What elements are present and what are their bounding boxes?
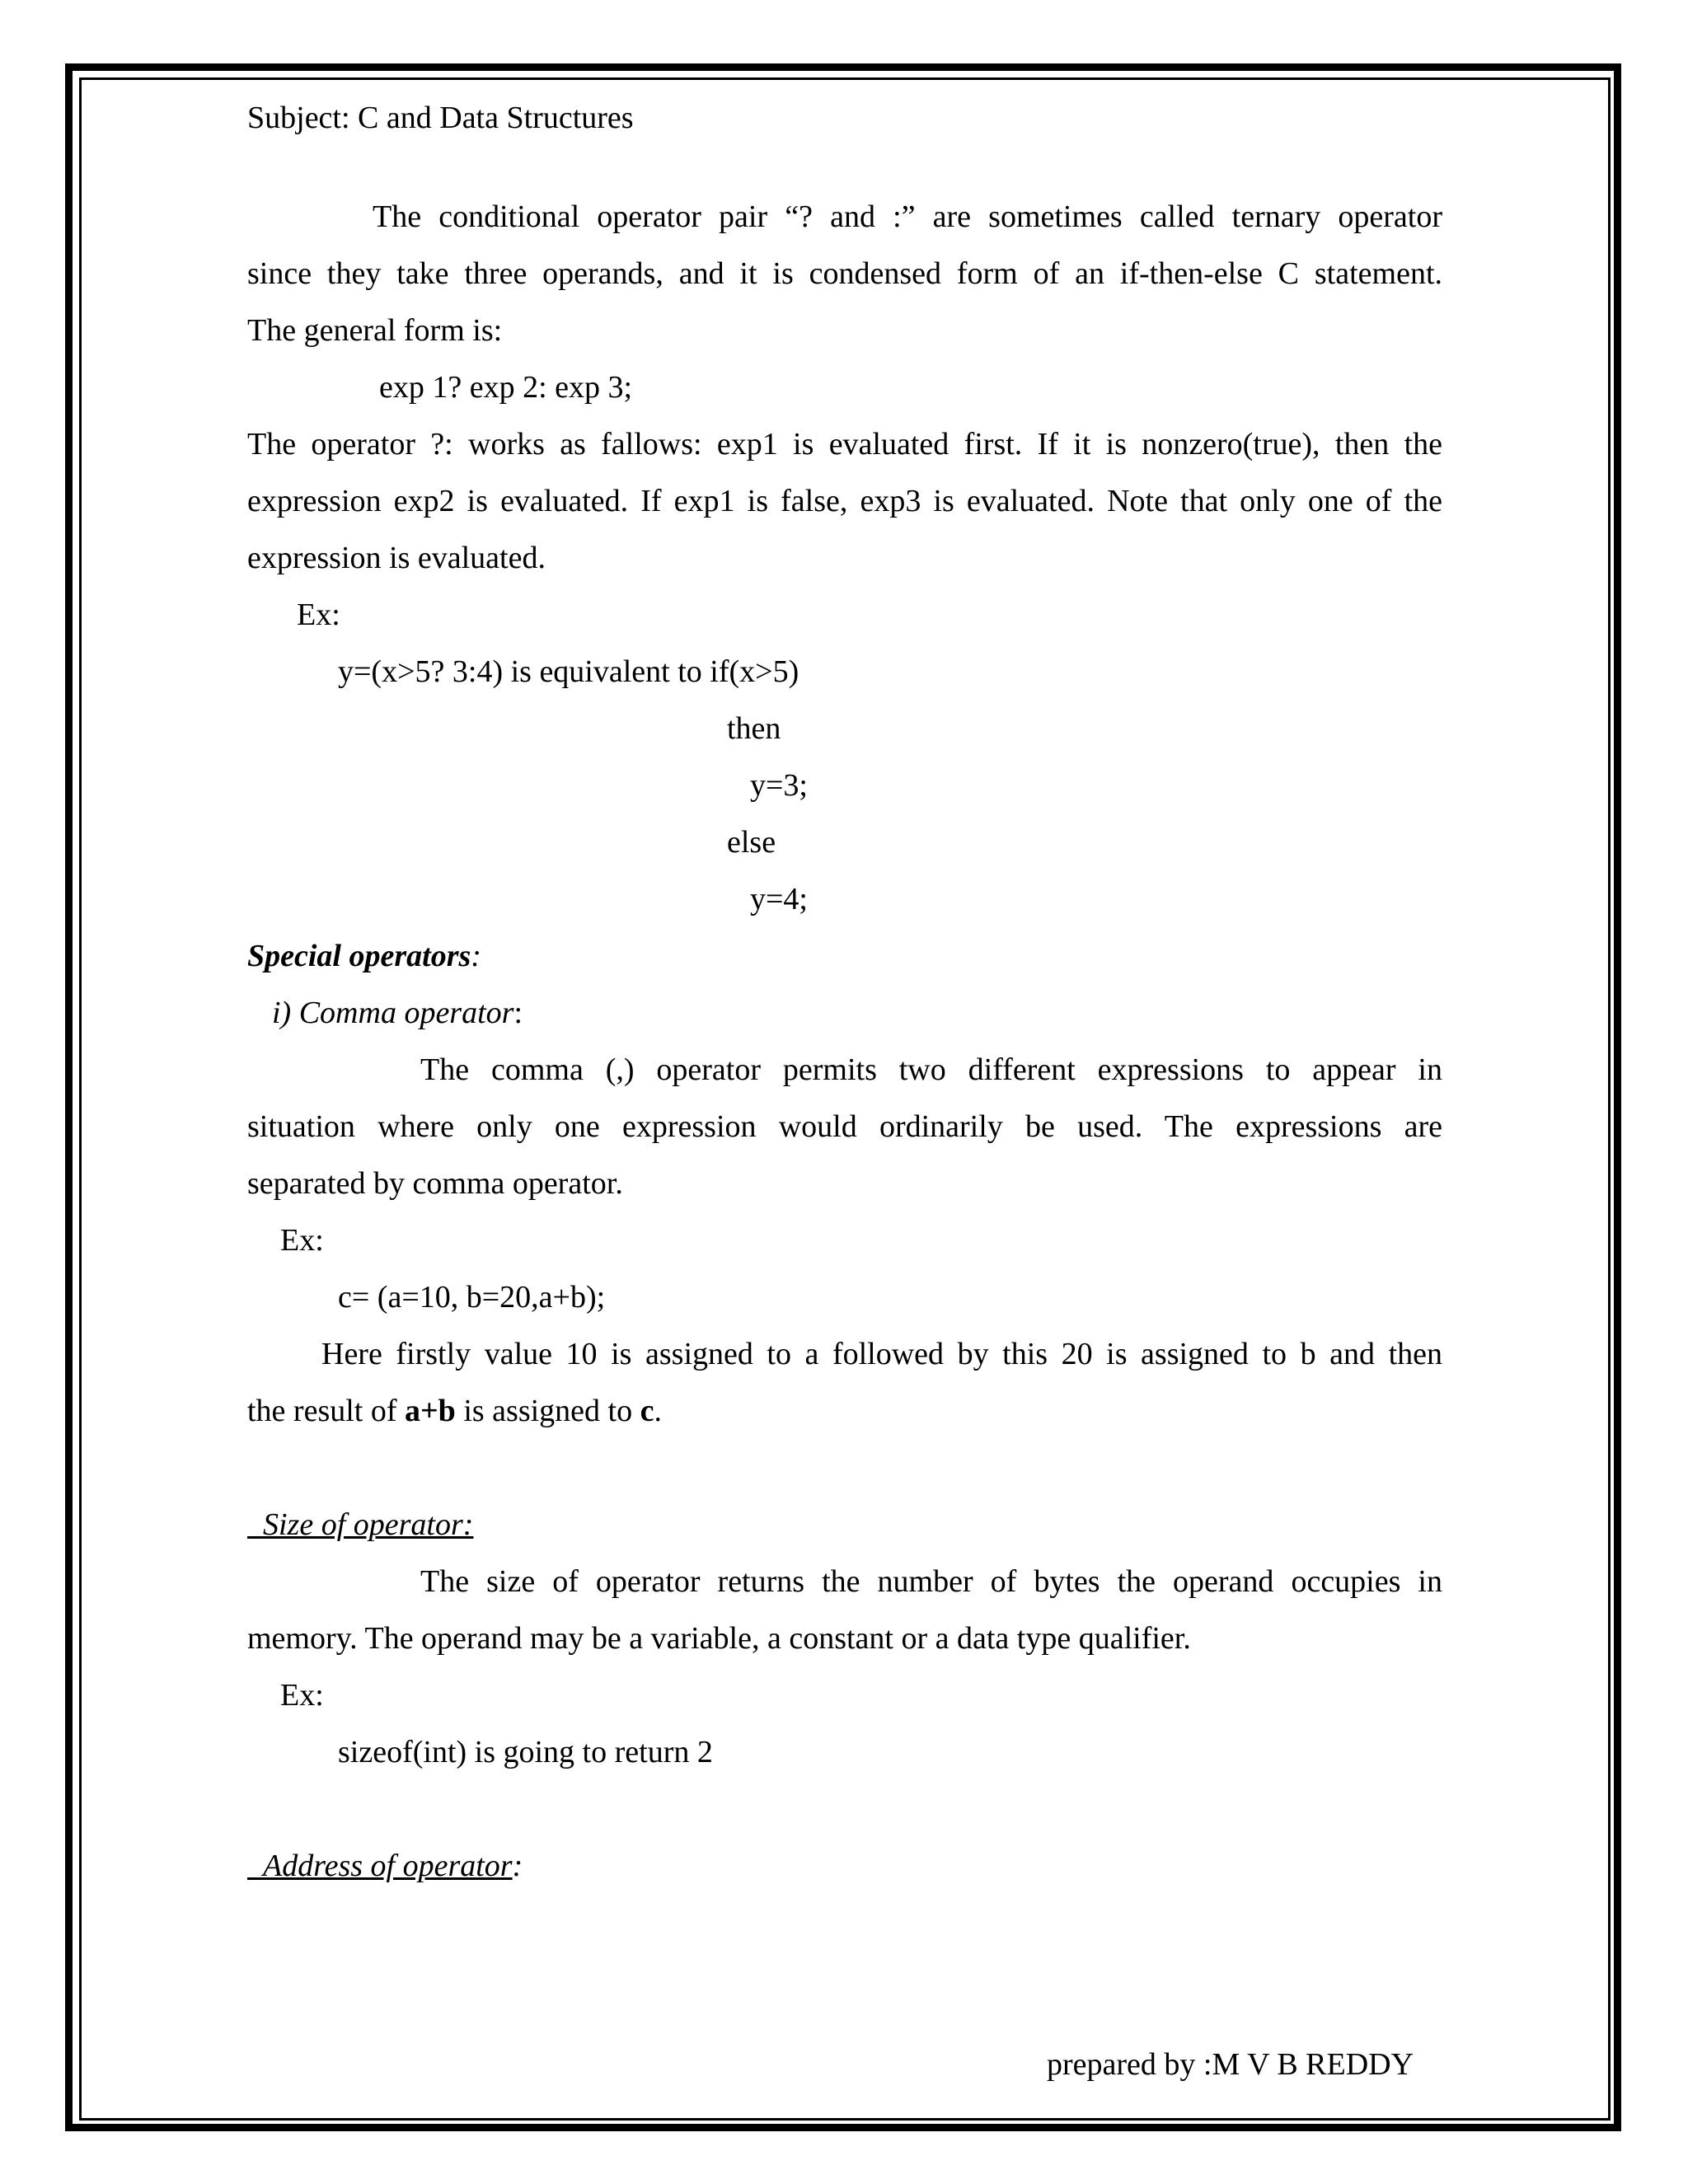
- conditional-ex-label: Ex:: [297, 598, 340, 632]
- subject-header: Subject: C and Data Structures: [247, 101, 634, 135]
- example-y4: y=4;: [750, 882, 808, 916]
- sizeof-heading-text: Size of operator:: [263, 1507, 474, 1542]
- sizeof-heading: [247, 1506, 473, 1544]
- here-line-2-period: .: [654, 1394, 662, 1428]
- conditional-example: y=(x>5? 3:4) is equivalent to if(x>5): [338, 654, 799, 689]
- address-heading-colon: :: [512, 1849, 523, 1883]
- special-operators-colon: :: [471, 939, 481, 973]
- comma-line-3: separated by comma operator.: [247, 1166, 623, 1201]
- comma-line-2: situation where only one expression would ordinarily be used. The expressions are: [247, 1109, 1442, 1144]
- sizeof-example: sizeof(int) is going to return 2: [338, 1735, 713, 1769]
- conditional-para-line-1: The conditional operator pair “? and :” are sometimes called ternary operator: [373, 199, 1442, 234]
- here-line-2: [247, 1392, 662, 1430]
- prepared-by-footer: prepared by :M V B REDDY: [1047, 2047, 1414, 2082]
- here-line-2-c-var: c: [640, 1394, 654, 1428]
- here-line-2-a: the result of: [247, 1394, 406, 1428]
- conditional-para-line-2: since they take three operands, and it is condensed form of an if-then-else C statement.: [247, 256, 1442, 291]
- comma-ex-label: Ex:: [280, 1223, 324, 1258]
- general-form: exp 1? exp 2: exp 3;: [379, 370, 633, 405]
- works-line-3: expression is evaluated.: [247, 541, 546, 575]
- example-y3: y=3;: [750, 768, 808, 803]
- here-line-2-aplusb: a+b: [405, 1394, 456, 1428]
- comma-operator-heading: [272, 994, 523, 1032]
- comma-operator-title: i) Comma operator: [272, 996, 514, 1030]
- sizeof-line-1: The size of operator returns the number of bytes the operand occupies in: [420, 1564, 1442, 1599]
- address-heading: [247, 1847, 523, 1885]
- here-line-1: Here firstly value 10 is assigned to a followed by this 20 is assigned to b and then: [321, 1337, 1442, 1371]
- example-else: else: [727, 825, 776, 860]
- example-then: then: [727, 711, 781, 746]
- special-operators-heading: [247, 937, 481, 975]
- sizeof-ex-label: Ex:: [280, 1678, 324, 1713]
- comma-line-1: The comma (,) operator permits two different expressions to appear in: [420, 1052, 1442, 1087]
- address-heading-text: Address of operator: [263, 1849, 513, 1883]
- works-line-1: The operator ?: works as fallows: exp1 is evaluated first. If it is nonzero(true), then the: [247, 427, 1442, 462]
- works-line-2: expression exp2 is evaluated. If exp1 is false, exp3 is evaluated. Note that only one of the: [247, 484, 1442, 518]
- conditional-para-line-3: The general form is:: [247, 313, 503, 348]
- comma-example: c= (a=10, b=20,a+b);: [338, 1280, 606, 1315]
- here-line-2-c: is assigned to: [455, 1394, 640, 1428]
- sizeof-line-2: memory. The operand may be a variable, a constant or a data type qualifier.: [247, 1621, 1191, 1656]
- special-operators-title: Special operators: [247, 939, 471, 973]
- comma-operator-colon: :: [513, 996, 523, 1030]
